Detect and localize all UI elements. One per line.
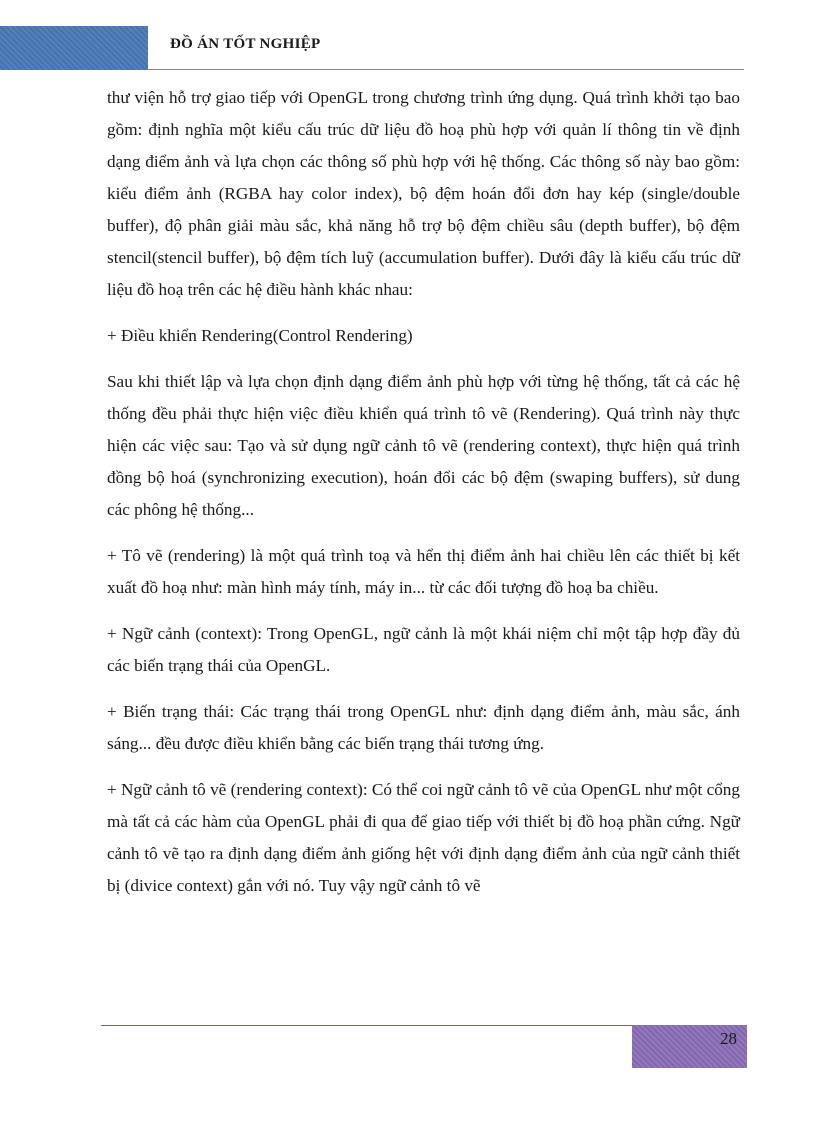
header-accent-block xyxy=(0,26,148,70)
paragraph-state-variables: + Biến trạng thái: Các trạng thái trong OpenGL như: định dạng điểm ảnh, màu sắc, ánh sáng... đều được điều khiển bằng các biến trạng thái tương ứng. xyxy=(107,702,740,753)
page-number: 28 xyxy=(720,1029,737,1048)
paragraph-control-rendering: Sau khi thiết lập và lựa chọn định dạng điểm ảnh phù hợp với từng hệ thống, tất cả các hệ thống đều phải thực hiện việc điều khiển quá trình tô vẽ (Rendering). Quá trình này thực hiện các việc sau: Tạo và sử dụng ngữ cảnh tô vẽ (rendering context), thực hiện quá trình đồng bộ hoá (synchronizing execution), hoán đổi các bộ đệm (swaping buffers), sử dung các phông hệ thống... xyxy=(107,372,740,519)
paragraph-rendering-definition: + Tô vẽ (rendering) là một quá trình toạ và hển thị điểm ảnh hai chiều lên các thiết bị kết xuất đồ hoạ như: màn hình máy tính, máy in... từ các đối tượng đồ hoạ ba chiều. xyxy=(107,546,740,597)
page-body xyxy=(107,82,740,902)
page-number-box xyxy=(632,1025,747,1068)
header-divider xyxy=(148,69,744,70)
header-title: ĐỒ ÁN TỐT NGHIỆP xyxy=(170,36,321,52)
paragraph-intro: thư viện hỗ trợ giao tiếp với OpenGL trong chương trình ứng dụng. Quá trình khởi tạo bao gồm: định nghĩa một kiểu cấu trúc dữ liệu đồ hoạ phù hợp với quản lí thông tin về định dạng điểm ảnh và lựa chọn các thông số phù hợp với hệ thống. Các thông số này bao gồm: kiểu điểm ảnh (RGBA hay color index), bộ đệm hoán đổi đơn hay kép (single/double buffer), độ phân giải màu sắc, khả năng hỗ trợ bộ đệm chiều sâu (depth buffer), bộ đệm stencil(stencil buffer), bộ đệm tích luỹ (accumulation buffer). Dưới đây là kiểu cấu trúc dữ liệu đồ hoạ trên các hệ điều hành khác nhau: xyxy=(107,88,740,299)
paragraph-control-rendering-heading: + Điều khiển Rendering(Control Rendering) xyxy=(107,326,413,345)
paragraph-rendering-context: + Ngữ cảnh tô vẽ (rendering context): Có thể coi ngữ cảnh tô vẽ của OpenGL như một cổng mà tất cả các hàm của OpenGL phải đi qua để giao tiếp với thiết bị đồ hoạ phần cứng. Ngữ cảnh tô vẽ tạo ra định dạng điểm ảnh giống hệt với định dạng điểm ảnh của ngữ cảnh thiết bị (divice context) gắn với nó. Tuy vậy ngữ cảnh tô vẽ xyxy=(107,780,740,895)
footer-divider xyxy=(101,1025,646,1026)
paragraph-context-definition: + Ngữ cảnh (context): Trong OpenGL, ngữ cảnh là một khái niệm chỉ một tập hợp đầy đủ các biến trạng thái của OpenGL. xyxy=(107,624,740,675)
